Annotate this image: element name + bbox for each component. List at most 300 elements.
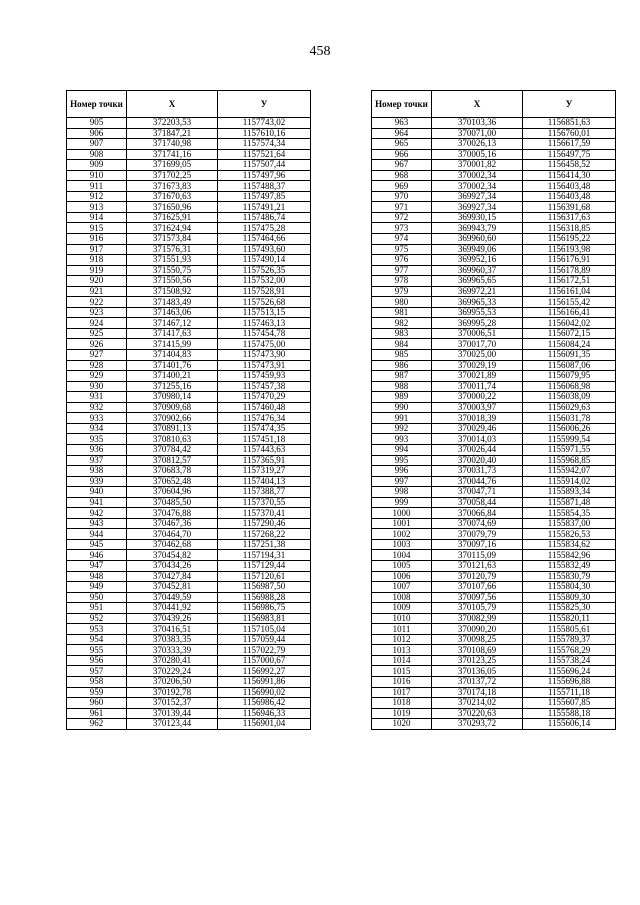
table-row [372,381,616,392]
y-coordinate-cell: 1156983,81 [218,613,311,624]
point-number-cell: 948 [67,571,127,582]
x-coordinate-cell: 370121,63 [432,560,523,571]
table-row [67,413,311,424]
x-coordinate-cell: 370123,25 [432,655,523,666]
table-row [372,265,616,276]
table-row [372,529,616,540]
point-number-cell: 993 [372,434,432,445]
y-coordinate-cell: 1156851,63 [523,118,616,129]
table-row [372,297,616,308]
point-number-cell: 971 [372,202,432,213]
table-row [372,234,616,245]
y-coordinate-cell: 1157251,38 [218,539,311,550]
point-number-cell: 990 [372,402,432,413]
point-number-cell: 978 [372,276,432,287]
y-coordinate-cell: 1155826,53 [523,529,616,540]
y-coordinate-cell: 1157194,31 [218,550,311,561]
point-number-cell: 1003 [372,539,432,550]
x-coordinate-cell: 371400,21 [127,371,218,382]
table-row [372,497,616,508]
x-coordinate-cell: 371417,63 [127,328,218,339]
y-coordinate-cell: 1155804,30 [523,582,616,593]
y-coordinate-cell: 1155711,18 [523,687,616,698]
y-coordinate-cell: 1157473,91 [218,360,311,371]
y-coordinate-cell: 1157022,79 [218,645,311,656]
table-row [67,508,311,519]
table-row [372,149,616,160]
x-coordinate-cell: 371650,96 [127,202,218,213]
x-coordinate-cell: 370192,78 [127,687,218,698]
table-row [67,550,311,561]
y-coordinate-cell: 1157743,02 [218,118,311,129]
header-y: У [218,91,311,118]
x-coordinate-cell: 370902,66 [127,413,218,424]
point-number-cell: 930 [67,381,127,392]
header-point-number: Номер точки [67,91,127,118]
table-row [67,634,311,645]
x-coordinate-cell: 370137,72 [432,676,523,687]
x-coordinate-cell: 370108,69 [432,645,523,656]
point-number-cell: 952 [67,613,127,624]
point-number-cell: 926 [67,339,127,350]
table-row [372,255,616,266]
point-number-cell: 982 [372,318,432,329]
x-coordinate-cell: 371483,49 [127,297,218,308]
y-coordinate-cell: 1157365,91 [218,455,311,466]
table-row [372,687,616,698]
table-row [67,360,311,371]
point-number-cell: 967 [372,160,432,171]
table-row [67,655,311,666]
table-row [67,371,311,382]
table-row [372,613,616,624]
y-coordinate-cell: 1156084,24 [523,339,616,350]
point-number-cell: 970 [372,191,432,202]
x-coordinate-cell: 369927,34 [432,202,523,213]
x-coordinate-cell: 370074,69 [432,518,523,529]
x-coordinate-cell: 370103,36 [432,118,523,129]
y-coordinate-cell: 1157388,77 [218,487,311,498]
y-coordinate-cell: 1155738,24 [523,655,616,666]
y-coordinate-cell: 1156079,95 [523,371,616,382]
point-number-cell: 954 [67,634,127,645]
table-row [372,487,616,498]
point-number-cell: 1000 [372,508,432,519]
table-row [67,139,311,150]
point-number-cell: 1008 [372,592,432,603]
table-row [372,455,616,466]
point-number-cell: 1020 [372,719,432,730]
table-row [67,687,311,698]
table-row [67,255,311,266]
point-number-cell: 1002 [372,529,432,540]
x-coordinate-cell: 369949,06 [432,244,523,255]
point-number-cell: 961 [67,708,127,719]
y-coordinate-cell: 1155825,30 [523,603,616,614]
y-coordinate-cell: 1156155,42 [523,297,616,308]
point-number-cell: 906 [67,128,127,139]
point-number-cell: 965 [372,139,432,150]
y-coordinate-cell: 1156992,27 [218,666,311,677]
y-coordinate-cell: 1156988,28 [218,592,311,603]
point-number-cell: 976 [372,255,432,266]
x-coordinate-cell: 370006,51 [432,328,523,339]
point-number-cell: 992 [372,423,432,434]
point-number-cell: 937 [67,455,127,466]
point-number-cell: 921 [67,286,127,297]
point-number-cell: 946 [67,550,127,561]
y-coordinate-cell: 1157464,66 [218,234,311,245]
x-coordinate-cell: 369995,28 [432,318,523,329]
table-row [67,307,311,318]
table-row [372,170,616,181]
x-coordinate-cell: 371625,91 [127,212,218,223]
point-number-cell: 1013 [372,645,432,656]
y-coordinate-cell: 1156068,98 [523,381,616,392]
y-coordinate-cell: 1157491,21 [218,202,311,213]
x-coordinate-cell: 370020,40 [432,455,523,466]
point-number-cell: 1010 [372,613,432,624]
point-number-cell: 932 [67,402,127,413]
table-row [372,571,616,582]
y-coordinate-cell: 1156946,33 [218,708,311,719]
point-number-cell: 943 [67,518,127,529]
point-number-cell: 915 [67,223,127,234]
y-coordinate-cell: 1157526,35 [218,265,311,276]
table-row [372,328,616,339]
x-coordinate-cell: 370214,02 [432,698,523,709]
x-coordinate-cell: 370464,70 [127,529,218,540]
table-row [67,645,311,656]
x-coordinate-cell: 370909,68 [127,402,218,413]
point-number-cell: 918 [67,255,127,266]
point-number-cell: 1004 [372,550,432,561]
x-coordinate-cell: 371415,99 [127,339,218,350]
point-number-cell: 925 [67,328,127,339]
y-coordinate-cell: 1156038,09 [523,392,616,403]
x-coordinate-cell: 370097,16 [432,539,523,550]
y-coordinate-cell: 1156161,04 [523,286,616,297]
table-row [67,265,311,276]
point-number-cell: 929 [67,371,127,382]
y-coordinate-cell: 1155820,11 [523,613,616,624]
table-row [67,666,311,677]
y-coordinate-cell: 1157470,29 [218,392,311,403]
x-coordinate-cell: 370026,13 [432,139,523,150]
table-row [372,476,616,487]
point-number-cell: 989 [372,392,432,403]
y-coordinate-cell: 1156987,50 [218,582,311,593]
point-number-cell: 957 [67,666,127,677]
x-coordinate-cell: 370107,66 [432,582,523,593]
table-row [67,698,311,709]
table-row [372,508,616,519]
x-coordinate-cell: 369955,53 [432,307,523,318]
point-number-cell: 941 [67,497,127,508]
y-coordinate-cell: 1157000,67 [218,655,311,666]
y-coordinate-cell: 1157513,15 [218,307,311,318]
y-coordinate-cell: 1157493,60 [218,244,311,255]
x-coordinate-cell: 371467,12 [127,318,218,329]
table-row [372,286,616,297]
y-coordinate-cell: 1155893,34 [523,487,616,498]
x-coordinate-cell: 370229,24 [127,666,218,677]
table-row [67,434,311,445]
x-coordinate-cell: 370452,81 [127,582,218,593]
table-row [372,550,616,561]
y-coordinate-cell: 1155999,54 [523,434,616,445]
y-coordinate-cell: 1155696,88 [523,676,616,687]
y-coordinate-cell: 1155837,00 [523,518,616,529]
x-coordinate-cell: 369952,16 [432,255,523,266]
x-coordinate-cell: 371404,83 [127,350,218,361]
x-coordinate-cell: 371847,21 [127,128,218,139]
y-coordinate-cell: 1157454,78 [218,328,311,339]
y-coordinate-cell: 1155607,85 [523,698,616,709]
y-coordinate-cell: 1155842,96 [523,550,616,561]
point-number-cell: 949 [67,582,127,593]
x-coordinate-cell: 370098,25 [432,634,523,645]
table-row [372,128,616,139]
y-coordinate-cell: 1157476,34 [218,413,311,424]
y-coordinate-cell: 1156986,75 [218,603,311,614]
point-number-cell: 981 [372,307,432,318]
header-y: У [523,91,616,118]
table-row [372,676,616,687]
x-coordinate-cell: 369965,33 [432,297,523,308]
point-number-cell: 963 [372,118,432,129]
x-coordinate-cell: 370029,19 [432,360,523,371]
table-row [67,170,311,181]
point-number-cell: 910 [67,170,127,181]
table-row [67,276,311,287]
x-coordinate-cell: 370136,05 [432,666,523,677]
point-number-cell: 922 [67,297,127,308]
x-coordinate-cell: 370784,42 [127,444,218,455]
table-row [372,698,616,709]
y-coordinate-cell: 1157443,63 [218,444,311,455]
table-row [372,181,616,192]
y-coordinate-cell: 1157497,96 [218,170,311,181]
table-row [67,212,311,223]
point-number-cell: 975 [372,244,432,255]
table-row [67,497,311,508]
x-coordinate-cell: 370123,44 [127,719,218,730]
y-coordinate-cell: 1156617,59 [523,139,616,150]
point-number-cell: 1019 [372,708,432,719]
x-coordinate-cell: 370066,84 [432,508,523,519]
point-number-cell: 980 [372,297,432,308]
table-row [372,634,616,645]
x-coordinate-cell: 369930,15 [432,212,523,223]
table-row [67,286,311,297]
point-number-cell: 1005 [372,560,432,571]
header-x: X [432,91,523,118]
table-row [372,719,616,730]
x-coordinate-cell: 370000,22 [432,392,523,403]
y-coordinate-cell: 1157059,44 [218,634,311,645]
x-coordinate-cell: 369927,34 [432,191,523,202]
coordinates-table-left [66,90,311,730]
x-coordinate-cell: 370115,09 [432,550,523,561]
table-row [372,318,616,329]
table-header-row [372,91,616,118]
point-number-cell: 912 [67,191,127,202]
table-row [372,539,616,550]
y-coordinate-cell: 1155696,24 [523,666,616,677]
x-coordinate-cell: 371702,25 [127,170,218,181]
x-coordinate-cell: 370174,18 [432,687,523,698]
table-row [67,244,311,255]
table-row [67,592,311,603]
y-coordinate-cell: 1157528,91 [218,286,311,297]
x-coordinate-cell: 371699,05 [127,160,218,171]
table-row [372,191,616,202]
x-coordinate-cell: 370025,00 [432,350,523,361]
point-number-cell: 931 [67,392,127,403]
point-number-cell: 917 [67,244,127,255]
point-number-cell: 1016 [372,676,432,687]
point-number-cell: 924 [67,318,127,329]
table-row [372,444,616,455]
y-coordinate-cell: 1157574,34 [218,139,311,150]
point-number-cell: 996 [372,466,432,477]
y-coordinate-cell: 1155606,14 [523,719,616,730]
table-row [67,149,311,160]
y-coordinate-cell: 1156087,06 [523,360,616,371]
point-number-cell: 1011 [372,624,432,635]
y-coordinate-cell: 1155805,61 [523,624,616,635]
y-coordinate-cell: 1155854,35 [523,508,616,519]
table-row [372,402,616,413]
x-coordinate-cell: 370462,68 [127,539,218,550]
table-row [372,603,616,614]
y-coordinate-cell: 1155968,85 [523,455,616,466]
y-coordinate-cell: 1155789,37 [523,634,616,645]
table-row [372,592,616,603]
x-coordinate-cell: 371550,56 [127,276,218,287]
x-coordinate-cell: 370014,03 [432,434,523,445]
table-row [372,645,616,656]
point-number-cell: 920 [67,276,127,287]
x-coordinate-cell: 370652,48 [127,476,218,487]
x-coordinate-cell: 370441,92 [127,603,218,614]
table-row [372,708,616,719]
x-coordinate-cell: 370079,79 [432,529,523,540]
x-coordinate-cell: 371463,06 [127,307,218,318]
point-number-cell: 913 [67,202,127,213]
x-coordinate-cell: 370333,39 [127,645,218,656]
table-row [67,444,311,455]
point-number-cell: 928 [67,360,127,371]
table-row [372,518,616,529]
x-coordinate-cell: 370683,78 [127,466,218,477]
table-row [67,613,311,624]
y-coordinate-cell: 1155768,29 [523,645,616,656]
y-coordinate-cell: 1157463,13 [218,318,311,329]
point-number-cell: 951 [67,603,127,614]
y-coordinate-cell: 1157290,46 [218,518,311,529]
y-coordinate-cell: 1157486,74 [218,212,311,223]
table-row [372,466,616,477]
y-coordinate-cell: 1156072,15 [523,328,616,339]
coordinates-table-right [371,90,616,730]
y-coordinate-cell: 1157490,14 [218,255,311,266]
y-coordinate-cell: 1157370,41 [218,508,311,519]
x-coordinate-cell: 371670,63 [127,191,218,202]
table-row [67,476,311,487]
point-number-cell: 1006 [372,571,432,582]
table-row [67,118,311,129]
y-coordinate-cell: 1156760,01 [523,128,616,139]
y-coordinate-cell: 1156193,98 [523,244,616,255]
y-coordinate-cell: 1157120,61 [218,571,311,582]
point-number-cell: 968 [372,170,432,181]
table-row [372,160,616,171]
point-number-cell: 905 [67,118,127,129]
x-coordinate-cell: 370467,36 [127,518,218,529]
x-coordinate-cell: 370021,89 [432,371,523,382]
x-coordinate-cell: 370026,44 [432,444,523,455]
y-coordinate-cell: 1155914,02 [523,476,616,487]
x-coordinate-cell: 370812,57 [127,455,218,466]
x-coordinate-cell: 371740,98 [127,139,218,150]
y-coordinate-cell: 1157474,35 [218,423,311,434]
point-number-cell: 997 [372,476,432,487]
y-coordinate-cell: 1156178,89 [523,265,616,276]
table-row [67,455,311,466]
table-row [67,339,311,350]
header-x: X [127,91,218,118]
y-coordinate-cell: 1156991,86 [218,676,311,687]
y-coordinate-cell: 1157473,90 [218,350,311,361]
table-row [372,413,616,424]
y-coordinate-cell: 1157521,64 [218,149,311,160]
x-coordinate-cell: 370152,37 [127,698,218,709]
table-row [372,202,616,213]
table-row [67,328,311,339]
x-coordinate-cell: 370002,34 [432,170,523,181]
x-coordinate-cell: 370476,88 [127,508,218,519]
x-coordinate-cell: 370293,72 [432,719,523,730]
table-row [372,560,616,571]
point-number-cell: 908 [67,149,127,160]
table-row [372,139,616,150]
y-coordinate-cell: 1156458,52 [523,160,616,171]
x-coordinate-cell: 370449,59 [127,592,218,603]
y-coordinate-cell: 1156091,35 [523,350,616,361]
x-coordinate-cell: 370082,99 [432,613,523,624]
x-coordinate-cell: 370029,46 [432,423,523,434]
table-row [67,487,311,498]
table-row [67,234,311,245]
point-number-cell: 1018 [372,698,432,709]
x-coordinate-cell: 370018,39 [432,413,523,424]
table-row [67,160,311,171]
x-coordinate-cell: 370071,00 [432,128,523,139]
y-coordinate-cell: 1156318,85 [523,223,616,234]
x-coordinate-cell: 370206,50 [127,676,218,687]
y-coordinate-cell: 1157610,16 [218,128,311,139]
point-number-cell: 936 [67,444,127,455]
point-number-cell: 974 [372,234,432,245]
x-coordinate-cell: 370439,26 [127,613,218,624]
table-row [67,676,311,687]
table-row [67,392,311,403]
table-row [372,655,616,666]
x-coordinate-cell: 370011,74 [432,381,523,392]
x-coordinate-cell: 370044,76 [432,476,523,487]
